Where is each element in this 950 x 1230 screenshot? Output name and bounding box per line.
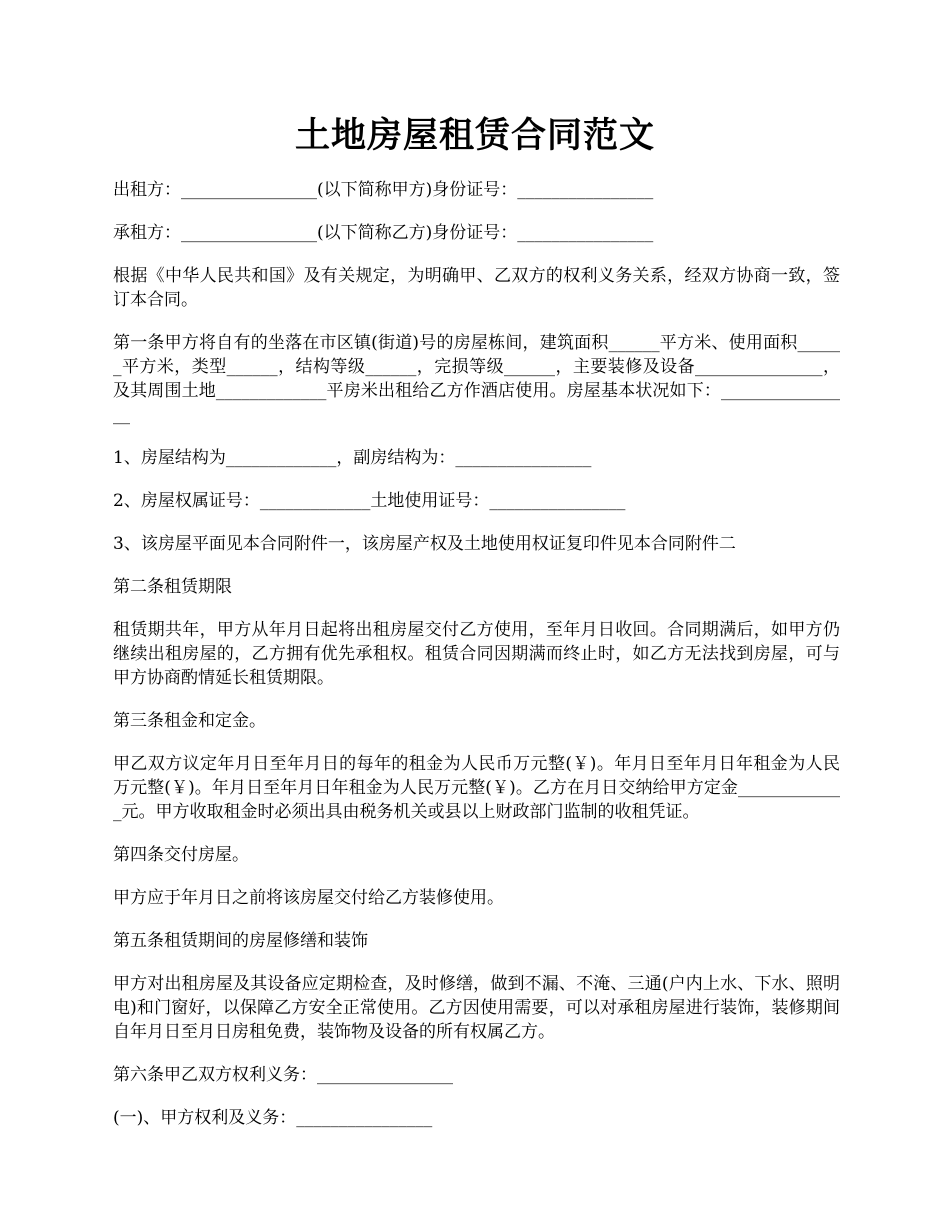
document-title: 土地房屋租赁合同范文 <box>294 115 655 156</box>
paragraph-lease-term: 租赁期共年，甲方从年月日起将出租房屋交付乙方使用，至年月日收回。合同期满后，如甲方仍继续出租房屋的，乙方拥有优先承租权。租赁合同因期满而终止时，如乙方无法找到房屋，可与甲方协商酌情延长租赁期限。 <box>113 620 840 688</box>
paragraph-rent-deposit: 甲乙双方议定年月日至年月日的每年的租金为人民币万元整(￥)。年月日至年月日年租金为人民万元整(￥)。年月日至年月日年租金为人民万元整(￥)。乙方在月日交纳给甲方定金_____________元。甲方收取租金时必须出具由税务机关或县以上财政部门监制的收租凭证。 <box>113 754 840 822</box>
heading-article-5: 第五条租赁期间的房屋修缮和装饰 <box>113 931 368 951</box>
paragraph-repair: 甲方对出租房屋及其设备应定期检查，及时修缮，做到不漏、不淹、三通(户内上水、下水、照明电)和门窗好，以保障乙方安全正常使用。乙方因使用需要，可以对承租房屋进行装饰，装修期间自年月日至月日房租免费，装饰物及设备的所有权属乙方。 <box>113 974 840 1042</box>
heading-article-4: 第四条交付房屋。 <box>113 845 249 865</box>
paragraph-ownership-cert: 2、房屋权属证号：_____________土地使用证号：________________ <box>113 491 626 511</box>
paragraph-lessor: 出租方：________________(以下简称甲方)身份证号：________________ <box>113 180 654 200</box>
document-body <box>113 178 840 1149</box>
paragraph-lessee: 承租方：________________(以下简称乙方)身份证号：________________ <box>113 223 654 243</box>
heading-article-6: 第六条甲乙双方权利义务：________________ <box>113 1065 453 1085</box>
paragraph-article-1: 第一条甲方将自有的坐落在市区镇(街道)号的房屋栋间，建筑面积______平方米、使用面积______平方米，类型______，结构等级______，完损等级______，主要装修及设备_______________，及其周围土地_____________平房米出租给乙方作酒店使用。房屋基本状况如下：________________ <box>113 333 840 425</box>
paragraph-attachments: 3、该房屋平面见本合同附件一，该房屋产权及土地使用权证复印件见本合同附件二 <box>113 534 736 554</box>
paragraph-delivery: 甲方应于年月日之前将该房屋交付给乙方装修使用。 <box>113 888 504 908</box>
paragraph-preamble: 根据《中华人民共和国》及有关规定，为明确甲、乙双方的权利义务关系，经双方协商一致，签订本合同。 <box>113 266 840 310</box>
heading-article-2: 第二条租赁期限 <box>113 577 232 597</box>
paragraph-party-a-rights: (一)、甲方权利及义务：________________ <box>113 1108 433 1128</box>
paragraph-house-structure: 1、房屋结构为_____________，副房结构为：________________ <box>113 448 592 468</box>
heading-article-3: 第三条租金和定金。 <box>113 711 266 731</box>
